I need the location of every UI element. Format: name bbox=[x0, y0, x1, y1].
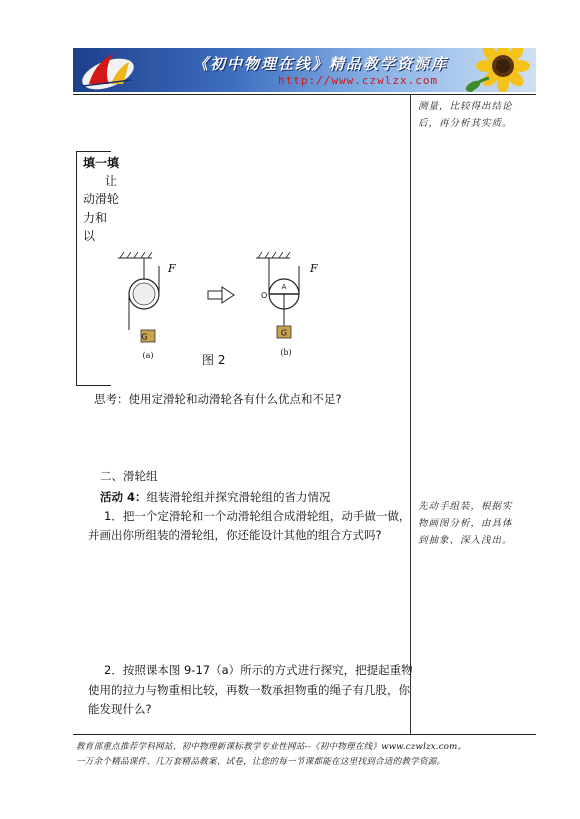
think-question: 思考：使用定滑轮和动滑轮各有什么优点和不足? bbox=[94, 392, 342, 406]
section-heading: 二、滑轮组 bbox=[100, 469, 158, 483]
step1-line1: 1．把一个定滑轮和一个动滑轮组合成滑轮组，动手做一做， bbox=[104, 509, 411, 523]
site-title: 《初中物理在线》精品教学资源库 bbox=[193, 55, 449, 73]
activity-4-text: 组装滑轮组并探究滑轮组的省力情况 bbox=[146, 490, 331, 504]
header-rule bbox=[73, 94, 536, 95]
transform-arrow-icon bbox=[208, 287, 234, 303]
fill-box-title: 填一填 bbox=[83, 156, 120, 170]
weight-label-b: G bbox=[280, 328, 288, 338]
fill-box-line3: 力和 bbox=[83, 211, 108, 225]
step2-line3: 能发现什么? bbox=[88, 702, 152, 716]
site-logo-icon bbox=[75, 50, 137, 90]
side-note-top: 测量，比较得出结论后，再分析其实质。 bbox=[418, 101, 513, 129]
label-b: (b) bbox=[280, 348, 292, 357]
fill-box-line4: 以 bbox=[83, 229, 96, 243]
column-divider bbox=[410, 94, 411, 735]
fill-in-box bbox=[76, 151, 120, 386]
side-note-middle: 先动手组装，根据实物画图分析，由具体到抽象、深入浅出。 bbox=[418, 501, 513, 546]
step2-line2: 使用的拉力与物重相比较，再数一数承担物重的绳子有几股，你 bbox=[88, 683, 410, 697]
footer-line1: 教育部重点推荐学科网站、初中物理新课标教学专业性网站--《初中物理在线》www.czwlzx.com。 bbox=[76, 742, 467, 752]
point-a-label: A bbox=[281, 283, 287, 291]
step2-line1: 2．按照课本图 9-17（a）所示的方式进行探究，把提起重物 bbox=[104, 663, 413, 677]
pulley-diagram bbox=[110, 248, 350, 368]
site-url: http://www.czwlzx.com bbox=[278, 74, 439, 87]
activity-4-label: 活动 4： bbox=[100, 490, 147, 504]
footer-line2: 一万余个精品课件、几万套精品教案、试卷，让您的每一节课都能在这里找到合适的教学资源。 bbox=[76, 757, 446, 767]
force-label-b: F bbox=[310, 262, 318, 275]
fill-box-line2: 动滑轮 bbox=[83, 192, 120, 206]
weight-label-a: G bbox=[141, 332, 148, 342]
header-banner bbox=[73, 48, 536, 92]
fill-box-line1: 让 bbox=[105, 174, 118, 188]
step1-line2: 并画出你所组装的滑轮组，你还能设计其他的组合方式吗? bbox=[88, 528, 382, 542]
point-o-label: O bbox=[261, 291, 268, 300]
fixed-pulley bbox=[118, 252, 159, 342]
label-a: (a) bbox=[142, 351, 154, 360]
activity-4 bbox=[100, 487, 331, 507]
footer-rule bbox=[73, 734, 536, 735]
figure-caption: 图 2 bbox=[202, 353, 226, 367]
force-label-a: F bbox=[168, 262, 176, 275]
sunflower-icon bbox=[463, 48, 536, 92]
